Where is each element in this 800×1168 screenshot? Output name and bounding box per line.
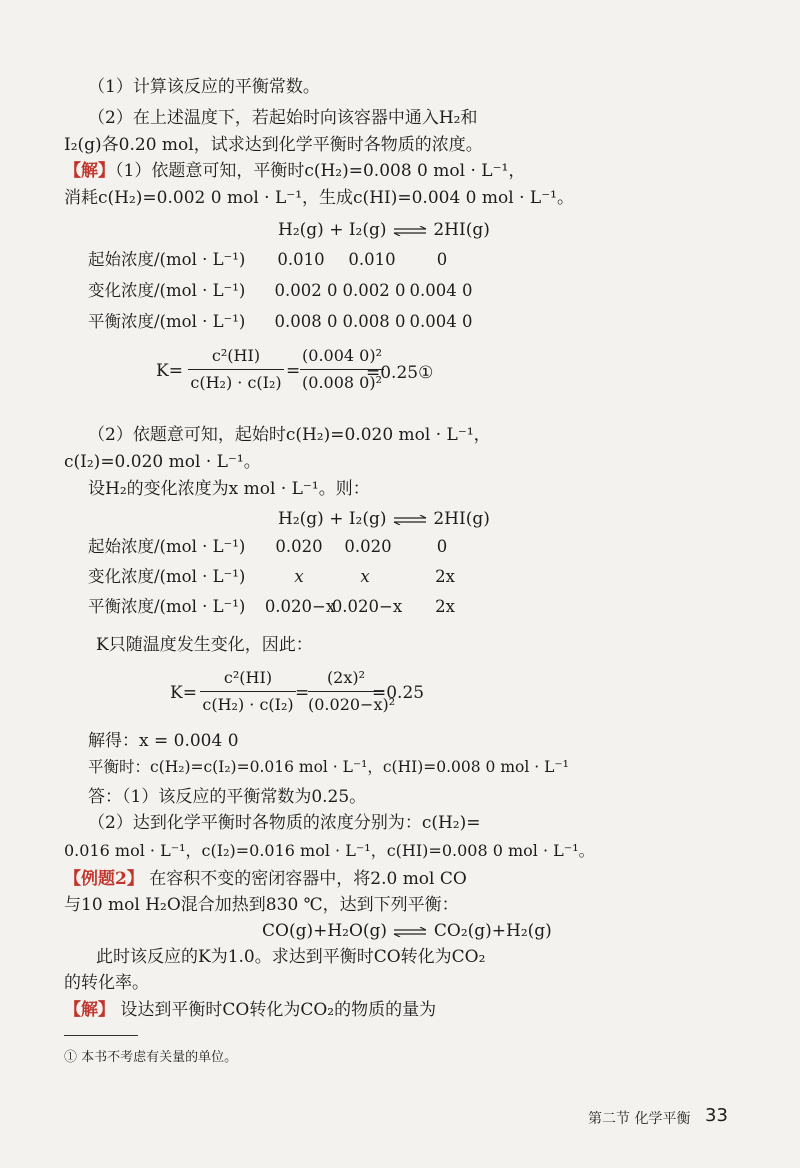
answer-1: 答：（1）该反应的平衡常数为0.25。 (88, 787, 367, 807)
table-cell: 0.020−x (264, 597, 336, 616)
footnote: ① 本书不考虑有关量的单位。 (64, 1050, 238, 1065)
equation-1-reactants: H₂(g) + I₂(g) (278, 220, 387, 240)
row-label: 平衡浓度/(mol · L⁻¹) (88, 597, 246, 616)
table-cell: 2x (435, 597, 455, 616)
row-label: 起始浓度/(mol · L⁻¹) (88, 250, 246, 269)
solution-2-line-3: 设H₂的变化浓度为x mol · L⁻¹。则： (88, 479, 370, 499)
equation-3-reactants: CO(g)+H₂O(g) (262, 921, 388, 941)
solution-tag: 【解】 (64, 1000, 115, 1020)
table-cell: x (360, 567, 370, 586)
table-cell: 0 (436, 537, 448, 556)
numerator: c²(HI) (211, 346, 261, 365)
table-cell: 2x (435, 567, 455, 586)
question-2-line-2: I₂(g)各0.20 mol，试求达到化学平衡时各物质的浓度。 (64, 135, 483, 155)
equation-1-products: 2HI(g) (433, 220, 490, 240)
equilibrium-arrow-icon (392, 226, 428, 236)
table-cell: 0.020−x (331, 597, 403, 616)
equation-1 (278, 219, 490, 241)
fraction (188, 346, 284, 393)
example-2-text: 在容积不变的密闭容器中，将2.0 mol CO (149, 869, 467, 889)
table-cell: 0.004 0 (409, 312, 473, 331)
equation-3 (262, 920, 552, 942)
k-result: =0.25 (372, 683, 425, 703)
equation-2-reactants: H₂(g) + I₂(g) (278, 509, 387, 529)
table-cell: 0.002 0 (274, 281, 338, 300)
equation-2-products: 2HI(g) (433, 509, 490, 529)
table-cell: 0.020 (344, 537, 392, 556)
page-number: 33 (705, 1105, 728, 1126)
table-cell: 0.008 0 (274, 312, 338, 331)
table-cell: x (294, 567, 304, 586)
row-label: 起始浓度/(mol · L⁻¹) (88, 537, 246, 556)
denominator: c(H₂) · c(I₂) (202, 695, 294, 714)
row-label: 变化浓度/(mol · L⁻¹) (88, 281, 246, 300)
footnote-rule (64, 1035, 138, 1036)
table-cell: 0.004 0 (409, 281, 473, 300)
example-2-line-1 (64, 868, 467, 890)
numerator: (2x)² (326, 668, 366, 687)
example-2-line-4: 的转化率。 (64, 973, 149, 993)
fraction-bar (188, 369, 284, 370)
denominator: (0.008 0)² (302, 373, 382, 392)
solution-3-text: 设达到平衡时CO转化为CO₂的物质的量为 (120, 1000, 437, 1020)
solution-2-line-1: （2）依题意可知，起始时c(H₂)=0.020 mol · L⁻¹， (88, 425, 491, 445)
fraction-bar (200, 691, 296, 692)
solution-1-line-1 (64, 160, 525, 182)
equilibrium-arrow-icon (392, 927, 428, 937)
denominator: c(H₂) · c(I₂) (190, 373, 282, 392)
table-cell: 0.020 (275, 537, 323, 556)
k-lhs: K= (156, 361, 183, 381)
equilibrium-line: 平衡时：c(H₂)=c(I₂)=0.016 mol · L⁻¹，c(HI)=0.008 0 mol · L⁻¹ (88, 758, 569, 776)
row-label: 变化浓度/(mol · L⁻¹) (88, 567, 246, 586)
solution-3-line (64, 999, 436, 1021)
numerator: (0.004 0)² (302, 346, 382, 365)
solution-1-line-2: 消耗c(H₂)=0.002 0 mol · L⁻¹，生成c(HI)=0.004 0 mol · L⁻¹。 (64, 188, 574, 208)
solution-1-text: （1）依题意可知，平衡时c(H₂)=0.008 0 mol · L⁻¹， (115, 161, 526, 181)
solution-2-line-2: c(I₂)=0.020 mol · L⁻¹。 (64, 452, 261, 472)
answer-2-line-1: （2）达到化学平衡时各物质的浓度分别为：c(H₂)= (88, 813, 481, 833)
example-2-line-2: 与10 mol H₂O混合加热到830 ℃，达到下列平衡： (64, 895, 459, 915)
equals-sign: = (295, 683, 310, 703)
question-1: （1）计算该反应的平衡常数。 (88, 77, 320, 97)
row-label: 平衡浓度/(mol · L⁻¹) (88, 312, 246, 331)
table-cell: 0.002 0 (342, 281, 406, 300)
answer-2-line-2: 0.016 mol · L⁻¹，c(I₂)=0.016 mol · L⁻¹，c(HI)=0.008 0 mol · L⁻¹。 (64, 841, 595, 860)
fraction (200, 668, 296, 715)
equation-3-products: CO₂(g)+H₂(g) (433, 921, 552, 941)
numerator: c²(HI) (223, 668, 273, 687)
example-2-line-3: 此时该反应的K为1.0。求达到平衡时CO转化为CO₂ (96, 947, 486, 967)
k-result: =0.25① (366, 363, 434, 383)
equilibrium-arrow-icon (392, 515, 428, 525)
k-temperature-note: K只随温度发生变化，因此： (96, 635, 313, 655)
question-2-line-1: （2）在上述温度下，若起始时向该容器中通入H₂和 (88, 108, 478, 128)
table-cell: 0.010 (277, 250, 325, 269)
k-lhs: K= (170, 683, 197, 703)
solve-line: 解得：x = 0.004 0 (88, 731, 239, 751)
denominator: (0.020−x)² (308, 695, 396, 714)
equation-2 (278, 508, 490, 530)
table-cell: 0 (436, 250, 448, 269)
equals-sign: = (286, 361, 301, 381)
table-cell: 0.010 (348, 250, 396, 269)
example-tag: 【例题2】 (64, 869, 144, 889)
table-cell: 0.008 0 (342, 312, 406, 331)
solution-tag: 【解】 (64, 161, 115, 181)
footer-section-title: 第二节 化学平衡 (588, 1111, 691, 1127)
